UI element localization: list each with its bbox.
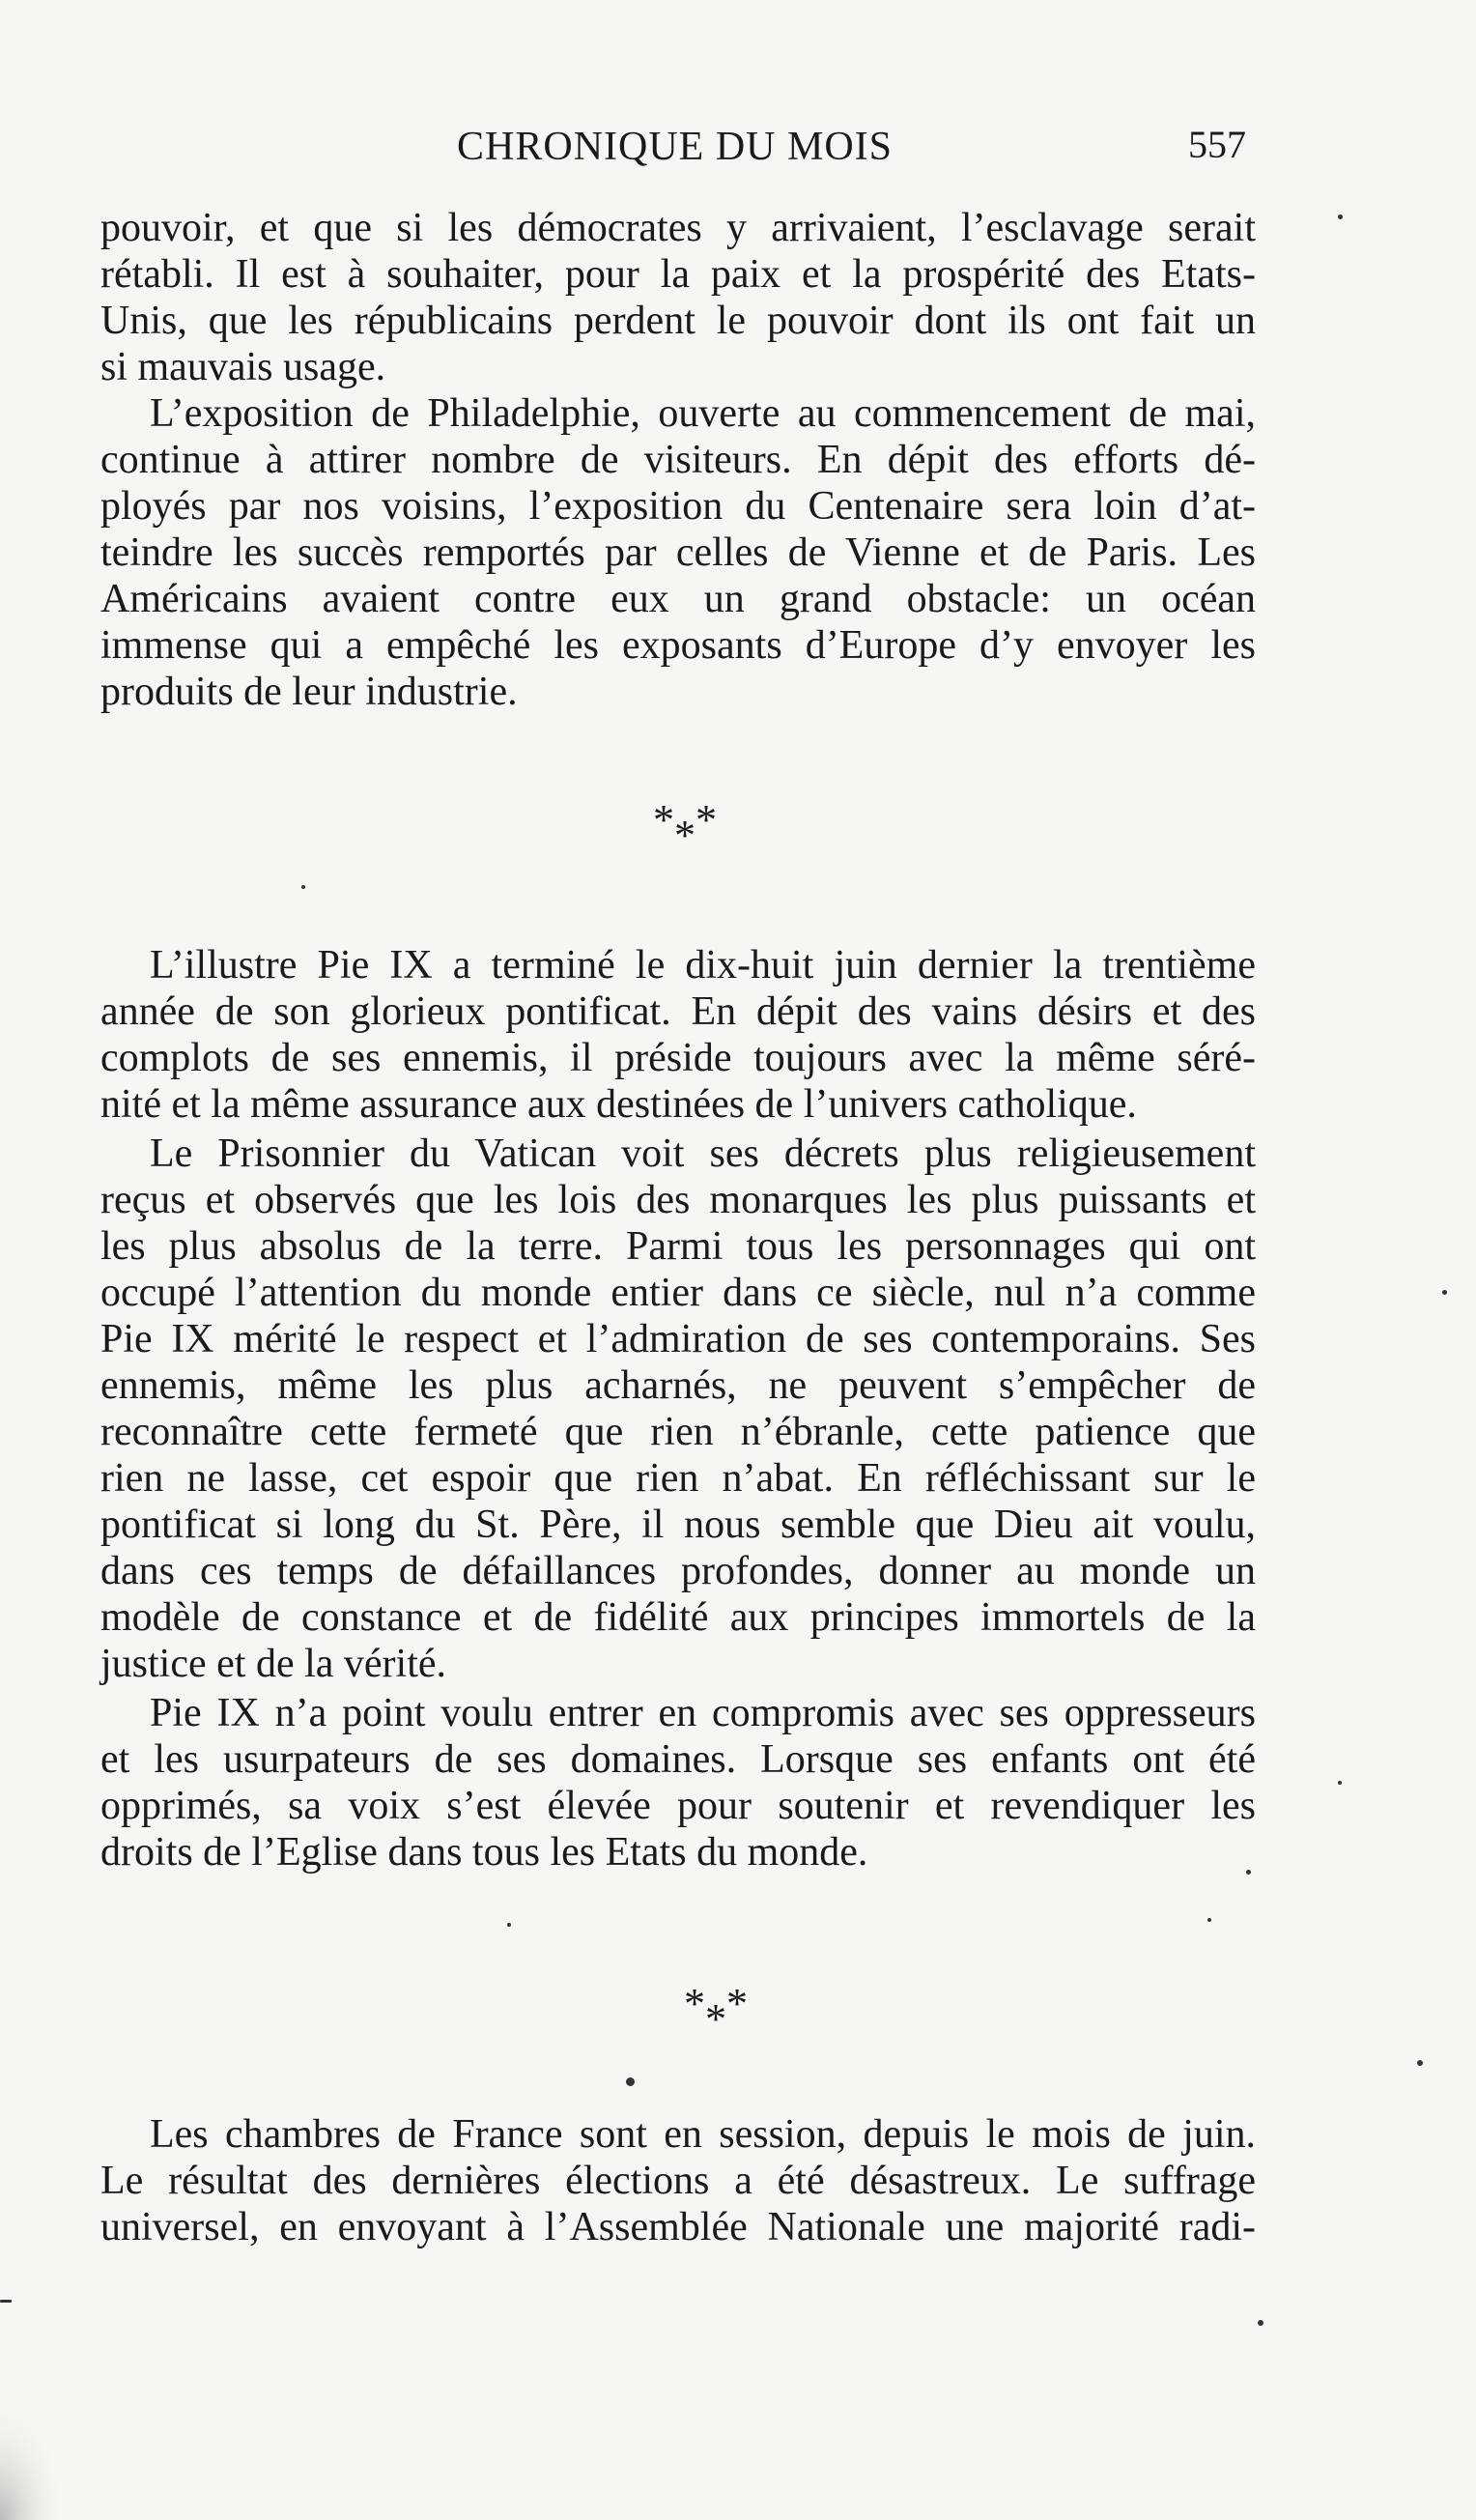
text-line: nité et la même assurance aux destinées de l’univers catholique.: [100, 1082, 1137, 1127]
text-line: L’illustre Pie IX a terminé le dix-huit juin dernier la trentième: [150, 943, 1256, 988]
scan-speck: [1246, 1870, 1251, 1875]
text-line: continue à attirer nombre de visiteurs. En dépit des efforts dé-: [100, 438, 1256, 482]
text-line: et les usurpateurs de ses domaines. Lorsque ses enfants ont été: [100, 1737, 1256, 1782]
text-line: Le résultat des dernières élections a été désastreux. Le suffrage: [100, 2159, 1256, 2203]
text-line: occupé l’attention du monde entier dans ce siècle, nul n’a comme: [100, 1271, 1256, 1315]
text-line: reçus et observés que les lois des monarques les plus puissants et: [100, 1178, 1256, 1222]
asterism-star: *: [684, 1980, 707, 2027]
text-line: droits de l’Eglise dans tous les Etats du monde.: [100, 1830, 868, 1875]
asterism-star: *: [695, 796, 719, 844]
text-line: rien ne lasse, cet espoir que rien n’abat. En réfléchissant sur le: [100, 1456, 1256, 1501]
scan-speck: [1258, 2320, 1263, 2326]
scan-speck: [0, 2300, 12, 2303]
running-head: [97, 124, 1256, 182]
asterism-star: *: [705, 1995, 728, 2043]
text-line: justice et de la vérité.: [100, 1642, 447, 1686]
text-line: complots de ses ennemis, il préside toujours avec la même séré-: [100, 1036, 1256, 1080]
scan-speck: [1338, 215, 1343, 219]
text-line: Unis, que les républicains perdent le pouvoir dont ils ont fait un: [100, 299, 1256, 343]
text-line: modèle de constance et de fidélité aux principes immortels de la: [100, 1595, 1256, 1640]
text-line: rétabli. Il est à souhaiter, pour la paix et la prospérité des Etats-: [100, 252, 1256, 297]
text-line: pouvoir, et que si les démocrates y arrivaient, l’esclavage serait: [100, 206, 1256, 250]
asterism-star: *: [674, 812, 697, 859]
asterism-star: *: [653, 796, 676, 844]
text-line: année de son glorieux pontificat. En dépit des vains désirs et des: [100, 989, 1256, 1034]
text-line: Pie IX n’a point voulu entrer en compromis avec ses oppresseurs: [150, 1691, 1256, 1735]
text-line: immense qui a empêché les exposants d’Europe d’y envoyer les: [100, 623, 1256, 668]
page-number: 557: [1188, 123, 1246, 166]
text-line: Le Prisonnier du Vatican voit ses décrets plus religieusement: [150, 1131, 1256, 1176]
text-line: dans ces temps de défaillances profondes, donner au monde un: [100, 1549, 1256, 1593]
text-line: Pie IX mérité le respect et l’admiration de ses contemporains. Ses: [100, 1317, 1256, 1361]
scan-speck: [1442, 1290, 1447, 1295]
page-corner-shadow: [0, 2396, 68, 2520]
text-line: ployés par nos voisins, l’exposition du Centenaire sera loin d’at-: [100, 484, 1256, 529]
section-asterism: [653, 795, 730, 859]
scan-speck: [1417, 2060, 1423, 2066]
asterism-star: *: [726, 1980, 750, 2027]
text-line: opprimés, sa voix s’est élevée pour soutenir et revendiquer les: [100, 1784, 1256, 1828]
running-title: CHRONIQUE DU MOIS: [457, 125, 894, 169]
text-line: Américains avaient contre eux un grand obstacle: un océan: [100, 577, 1256, 621]
text-line: si mauvais usage.: [100, 345, 386, 389]
text-line: produits de leur industrie.: [100, 670, 518, 714]
scan-speck: [626, 2077, 635, 2086]
text-line: Les chambres de France sont en session, depuis le mois de juin.: [150, 2112, 1256, 2157]
text-line: les plus absolus de la terre. Parmi tous les personnages qui ont: [100, 1224, 1256, 1269]
text-line: pontificat si long du St. Père, il nous semble que Dieu ait voulu,: [100, 1503, 1256, 1547]
text-line: L’exposition de Philadelphie, ouverte au commencement de mai,: [150, 391, 1256, 436]
text-line: ennemis, même les plus acharnés, ne peuvent s’empêcher de: [100, 1363, 1256, 1408]
text-line: universel, en envoyant à l’Assemblée Nationale une majorité radi-: [100, 2205, 1256, 2249]
scan-speck: [507, 1923, 511, 1927]
text-line: reconnaître cette fermeté que rien n’ébranle, cette patience que: [100, 1410, 1256, 1454]
scan-speck: [1207, 1918, 1211, 1922]
text-line: teindre les succès remportés par celles de Vienne et de Paris. Les: [100, 530, 1256, 575]
scan-speck: [301, 885, 305, 889]
scan-speck: [1338, 1781, 1342, 1785]
section-asterism: [684, 1979, 761, 2043]
